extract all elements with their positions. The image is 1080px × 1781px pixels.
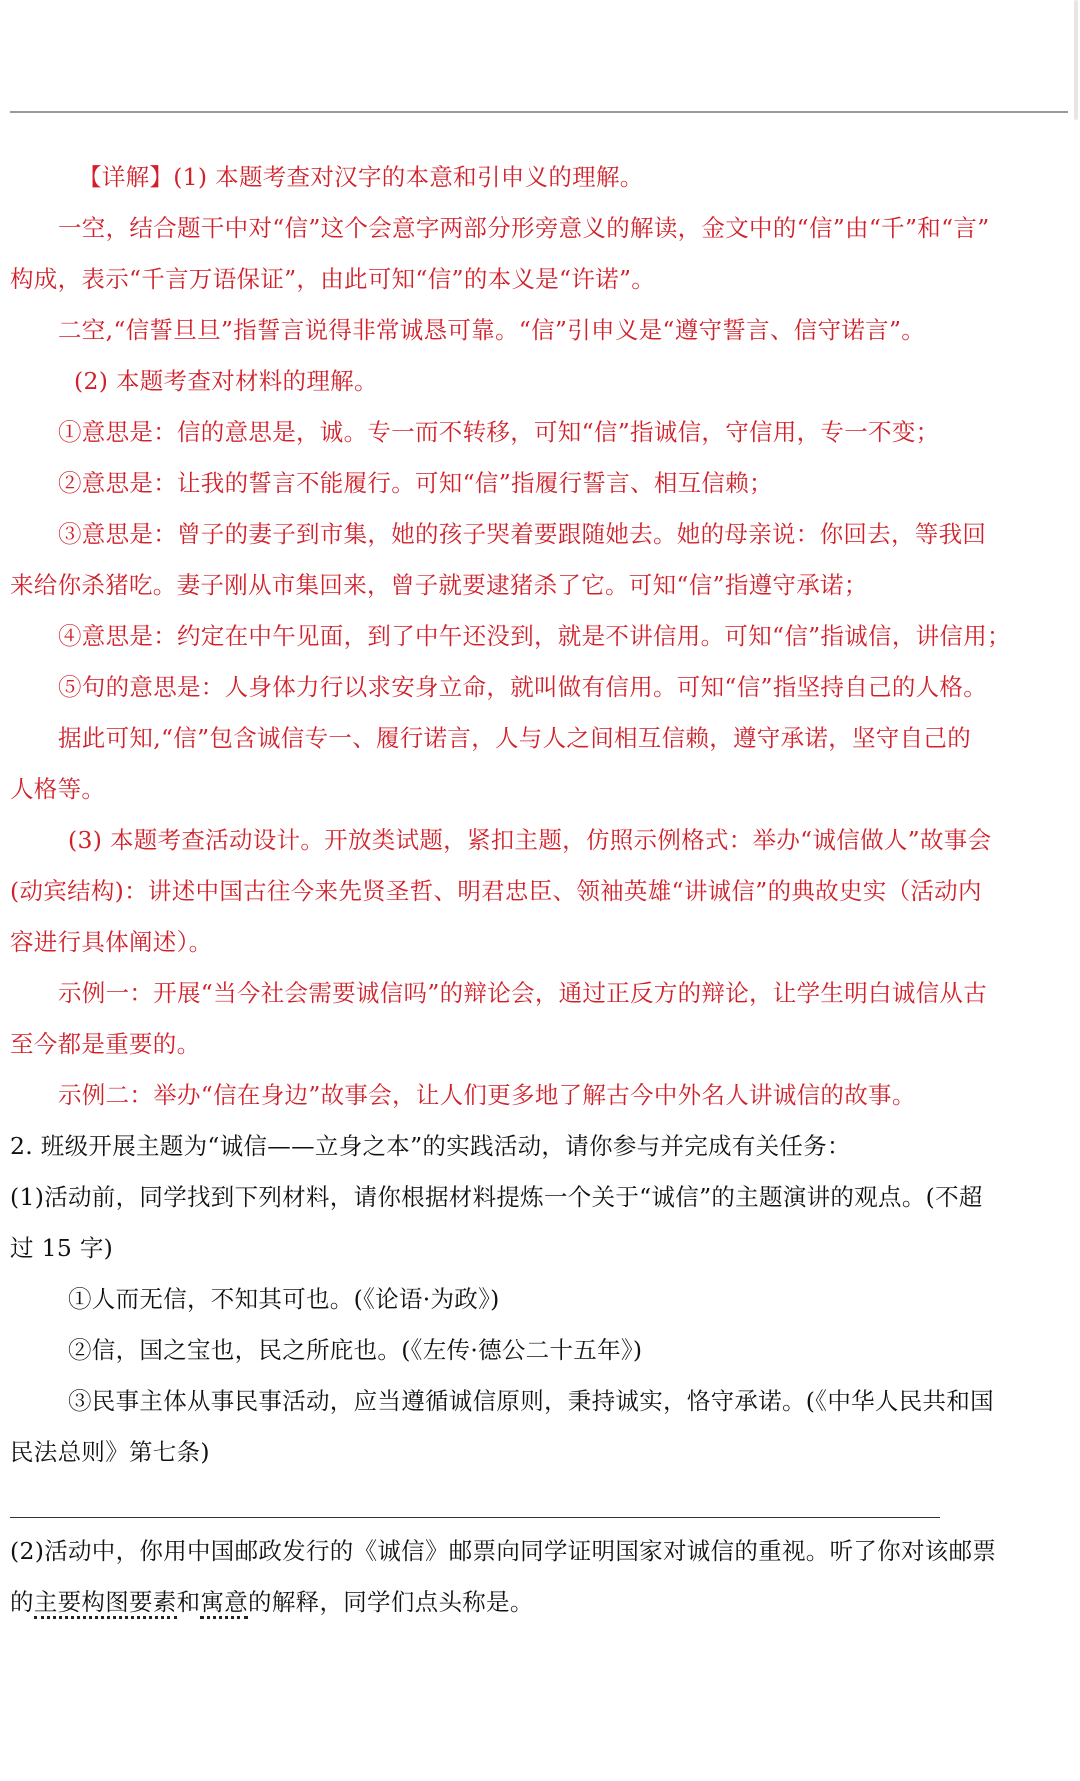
question2-intro: 2. 班级开展主题为“诚信——立身之本”的实践活动，请你参与并完成有关任务： xyxy=(10,1132,851,1160)
material-1: ①人而无信，不知其可也。(《论语·为政》) xyxy=(68,1285,500,1313)
explanation-header: 【详解】 xyxy=(78,163,174,191)
explanation-part3-line1: (3) 本题考查活动设计。开放类试题，紧扣主题，仿照示例格式：举办“诚信做人”故事会 xyxy=(68,826,992,854)
explanation-part3-line2: (动宾结构)：讲述中国古往今来先贤圣哲、明君忠臣、领袖英雄“讲诚信”的典故史实（活动内 xyxy=(10,877,982,905)
material-3-line1: ③民事主体从事民事活动，应当遵循诚信原则，秉持诚实，恪守承诺。(《中华人民共和国 xyxy=(68,1387,994,1415)
explanation-part1-title: (1) 本题考查对汉字的本意和引申义的理解。 xyxy=(173,163,644,191)
sub2-text-mid: 和 xyxy=(176,1588,201,1616)
material-3-line2: 民法总则》第七条) xyxy=(10,1438,210,1466)
emphasis-composition-elements: 主要构图要素 xyxy=(34,1588,177,1619)
explanation-p3: 二空,“信誓旦旦”指誓言说得非常诚恳可靠。“信”引申义是“遵守誓言、信守诺言”。 xyxy=(58,316,926,344)
summary-line1: 据此可知,“信”包含诚信专一、履行诺言，人与人之间相互信赖，遵守承诺，坚守自己的 xyxy=(58,724,971,752)
example1-line1: 示例一：开展“当今社会需要诚信吗”的辩论会，通过正反方的辩论，让学生明白诚信从古 xyxy=(58,979,988,1007)
meaning-1: ①意思是：信的意思是，诚。专一而不转移，可知“信”指诚信，守信用，专一不变； xyxy=(58,418,940,446)
sub2-text-pre: 的 xyxy=(10,1588,34,1616)
meaning-2: ②意思是：让我的誓言不能履行。可知“信”指履行誓言、相互信赖； xyxy=(58,469,773,497)
sub2-text-post: 的解释，同学们点头称是。 xyxy=(248,1588,534,1616)
question2-sub1-line2: 过 15 字) xyxy=(10,1234,114,1262)
question2-sub2-line2 xyxy=(10,1577,1070,1628)
meaning-5: ⑤句的意思是：人身体力行以求安身立命，就叫做有信用。可知“信”指坚持自己的人格。 xyxy=(58,673,988,701)
page-top-rule xyxy=(10,111,1068,113)
explanation-header-line xyxy=(10,152,1070,203)
explanation-p2-line1: 一空，结合题干中对“信”这个会意字两部分形旁意义的解读，金文中的“信”由“千”和“言” xyxy=(58,214,990,242)
example2: 示例二：举办“信在身边”故事会，让人们更多地了解古今中外名人讲诚信的故事。 xyxy=(58,1081,916,1109)
explanation-p2-line2: 构成，表示“千言万语保证”，由此可知“信”的本义是“许诺”。 xyxy=(10,265,656,293)
question2-sub1-line1: (1)活动前，同学找到下列材料，请你根据材料提炼一个关于“诚信”的主题演讲的观点。(不超 xyxy=(10,1183,983,1211)
document-body xyxy=(10,152,1070,1628)
emphasis-meaning: 寓意 xyxy=(200,1588,248,1619)
summary-line2: 人格等。 xyxy=(10,775,106,803)
answer-blank-line[interactable] xyxy=(10,1492,940,1518)
meaning-3-line2: 来给你杀猪吃。妻子刚从市集回来，曾子就要逮猪杀了它。可知“信”指遵守承诺； xyxy=(10,571,868,599)
example1-line2: 至今都是重要的。 xyxy=(10,1030,201,1058)
meaning-3-line1: ③意思是：曾子的妻子到市集，她的孩子哭着要跟随她去。她的母亲说：你回去，等我回 xyxy=(58,520,987,548)
material-2: ②信，国之宝也，民之所庇也。(《左传·德公二十五年》) xyxy=(68,1336,643,1364)
explanation-part3-line3: 容进行具体阐述）。 xyxy=(10,928,213,956)
explanation-part2-title: (2) 本题考查对材料的理解。 xyxy=(74,367,378,395)
meaning-4: ④意思是：约定在中午见面，到了中午还没到，就是不讲信用。可知“信”指诚信，讲信用； xyxy=(58,622,1011,650)
question2-sub2-line1: (2)活动中，你用中国邮政发行的《诚信》邮票向同学证明国家对诚信的重视。听了你对该邮票 xyxy=(10,1537,997,1565)
scrollbar[interactable] xyxy=(1074,0,1078,120)
